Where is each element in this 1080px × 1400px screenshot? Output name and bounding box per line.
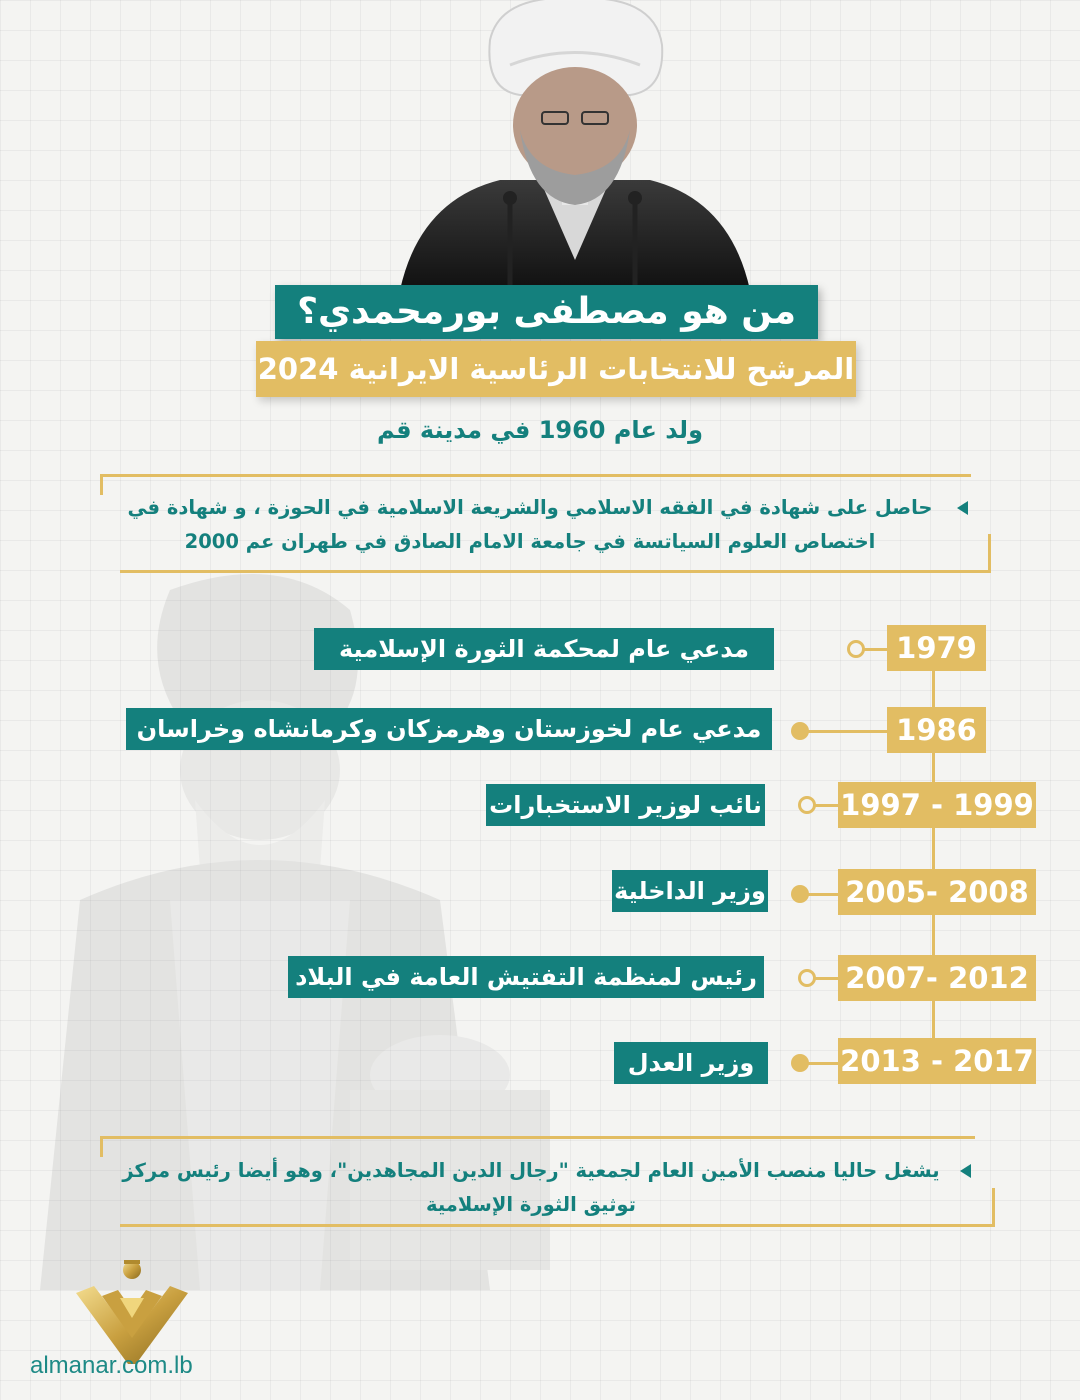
page-title: من هو مصطفى بورمحمدي؟ [275,285,818,339]
timeline-year-1997-1999: 1997 - 1999 [838,782,1036,828]
bullet-triangle-icon [957,501,968,515]
timeline-event: نائب لوزير الاستخبارات [486,784,765,826]
current-line-1: يشغل حاليا منصب الأمين العام لجمعية "رجال الدين المجاهدين"، وهو أيضا رئيس مركز [122,1159,940,1182]
candidate-portrait [380,0,770,290]
timeline-year-2005-2008: 2005- 2008 [838,869,1036,915]
current-line-2: توثيق الثورة الإسلامية [426,1193,636,1216]
timeline-year-2013-2017: 2013 - 2017 [838,1038,1036,1084]
education-text [110,491,950,559]
timeline-dot-icon [791,722,809,740]
education-line-1: حاصل على شهادة في الفقه الاسلامي والشريعة الاسلامية في الحوزة ، و شهادة في [127,496,933,519]
timeline-dot-icon [847,640,865,658]
timeline-dot-icon [791,1054,809,1072]
site-url[interactable]: almanar.com.lb [30,1352,193,1379]
timeline-event: رئيس لمنظمة التفتيش العامة في البلاد [288,956,764,998]
timeline-dot-icon [798,796,816,814]
timeline-connector [805,1062,839,1065]
timeline-connector [812,804,839,807]
timeline-event: مدعي عام لمحكمة الثورة الإسلامية [314,628,774,670]
timeline-event: وزير العدل [614,1042,768,1084]
timeline-dot-icon [791,885,809,903]
timeline-connector [812,977,839,980]
timeline-connector [805,893,839,896]
timeline-year-1986: 1986 [887,707,986,753]
timeline-event: وزير الداخلية [612,870,768,912]
page-subtitle: المرشح للانتخابات الرئاسية الايرانية 2024 [256,341,856,397]
timeline-connector [862,648,888,651]
current-position-text [110,1154,952,1222]
timeline-dot-icon [798,969,816,987]
education-line-2: اختصاص العلوم السياتسة في جامعة الامام الصادق في طهران عم 2000 [184,530,876,553]
timeline-event: مدعي عام لخوزستان وهرمزكان وكرمانشاه وخراسان [126,708,772,750]
timeline-year-2007-2012: 2007- 2012 [838,955,1036,1001]
timeline-year-1979: 1979 [887,625,986,671]
bullet-triangle-icon [960,1164,971,1178]
birth-info: ولد عام 1960 في مدينة قم [377,416,703,444]
timeline-connector [805,730,888,733]
